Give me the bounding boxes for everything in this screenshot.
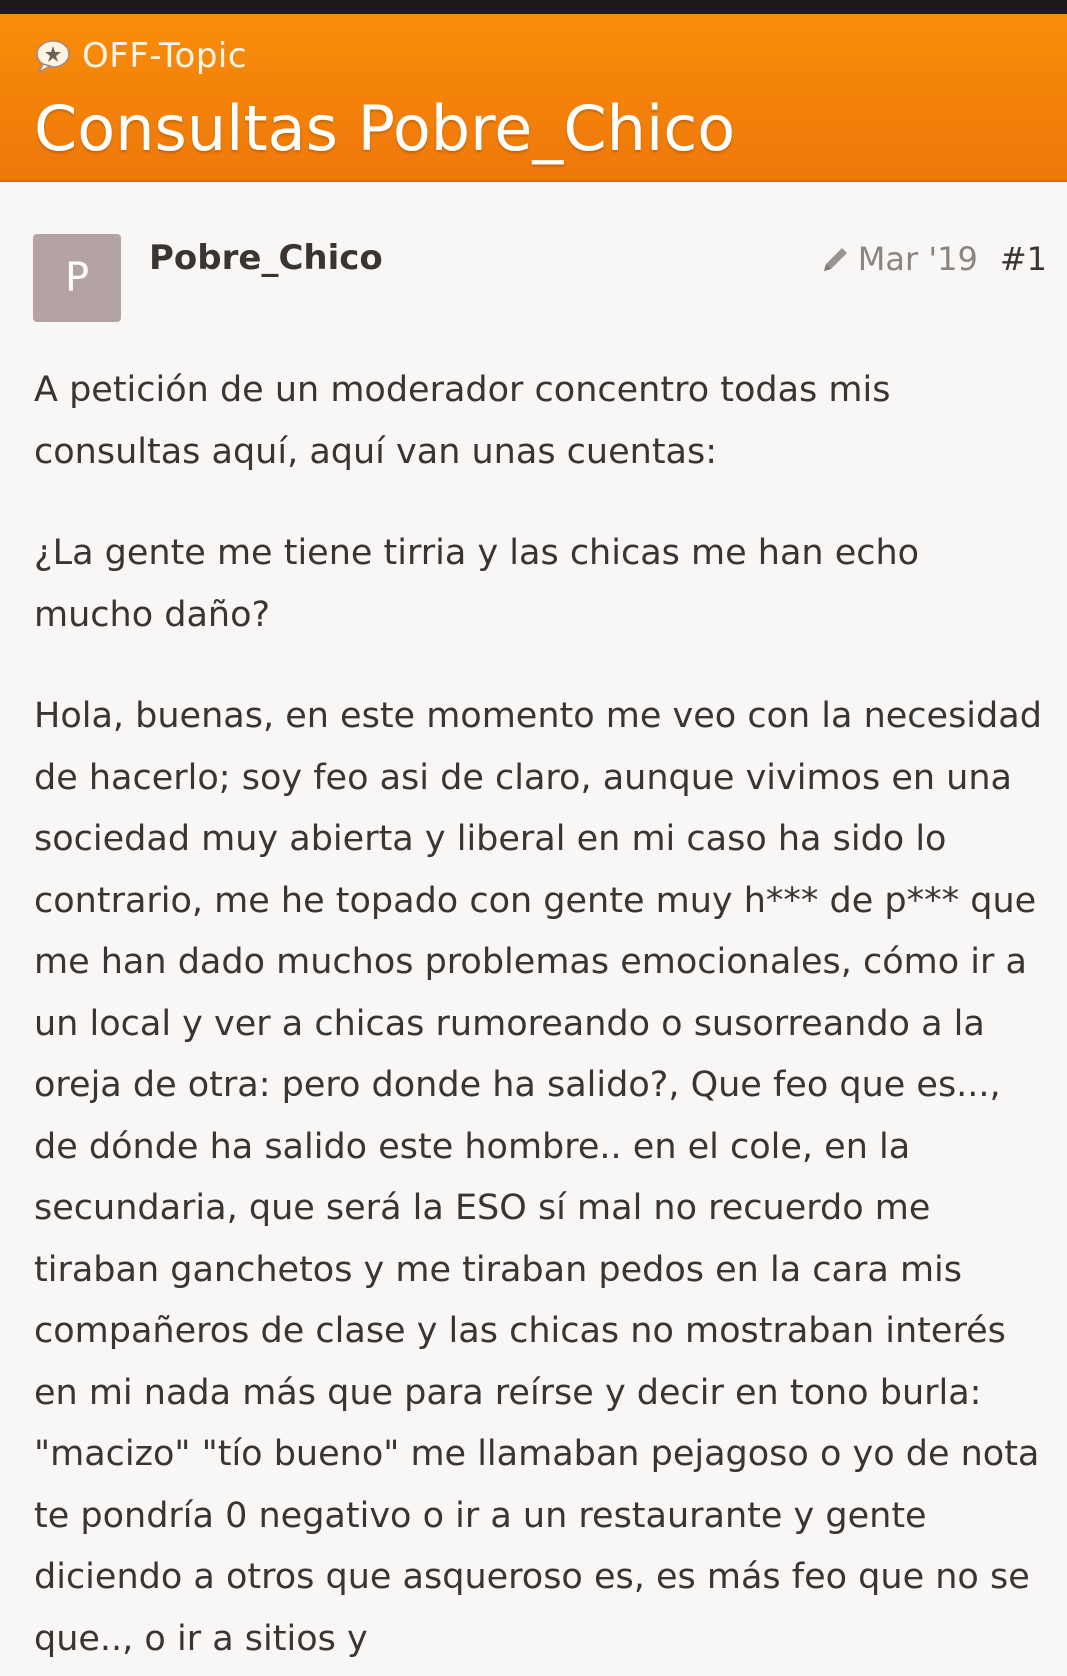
top-status-bar xyxy=(0,0,1067,14)
avatar[interactable] xyxy=(33,234,121,322)
post-paragraph: ¿La gente me tiene tirria y las chicas me han echo mucho daño? xyxy=(34,533,920,635)
avatar-letter: P xyxy=(64,255,90,301)
topic-title[interactable]: Consultas Pobre_Chico xyxy=(34,92,736,165)
category-label: OFF-Topic xyxy=(82,36,248,76)
pencil-icon[interactable] xyxy=(820,243,852,275)
post-number[interactable]: #1 xyxy=(999,240,1047,278)
speech-bubble-star-icon xyxy=(34,37,72,75)
post-meta xyxy=(820,240,1047,278)
post-date[interactable]: Mar '19 xyxy=(857,240,978,278)
post-paragraph: Hola, buenas, en este momento me veo con la necesidad de hacerlo; soy feo asi de claro, aunque vivimos en una sociedad muy abierta y liberal en mi caso ha sido lo contrario, me he topado con gente muy h*** de p*** que me han dado muchos problemas emocionales, cómo ir a un local y ver a chicas rumoreando o susorreando a la oreja de otra: pero donde ha salido?, Que feo que es..., de dónde ha salido este hombre.. en el cole, en la secundaria, que será la ESO sí mal no recuerdo me tiraban ganchetos y me tiraban pedos en la cara mis compañeros de clase y las chicas no mostraban interés en mi nada más que para reírse y decir en tono burla: "macizo" "tío bueno" me llamaban pejagoso o yo de nota te pondría 0 negativo o ir a un restaurante y gente diciendo a otros que asqueroso es, es más feo que no se que.., o ir a sitios y xyxy=(34,696,1042,1659)
category-link[interactable] xyxy=(34,34,247,78)
topic-header xyxy=(0,14,1067,182)
post-body xyxy=(34,360,1044,1670)
username[interactable]: Pobre_Chico xyxy=(149,238,383,278)
post-paragraph: A petición de un moderador concentro todas mis consultas aquí, aquí van unas cuentas: xyxy=(34,370,891,472)
